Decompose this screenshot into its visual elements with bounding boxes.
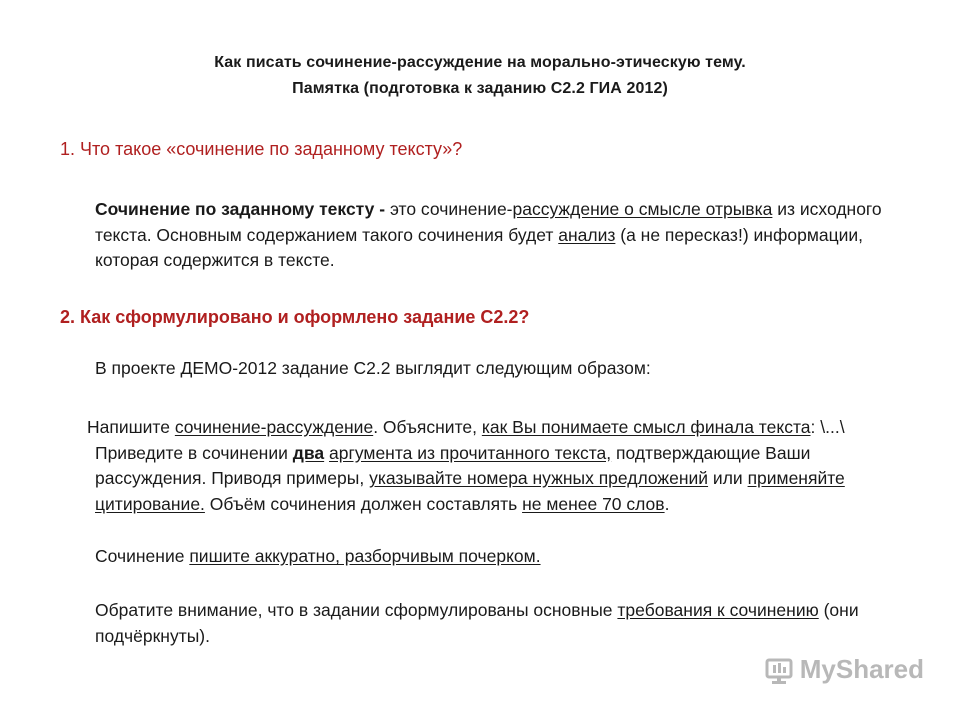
text-span: из исходного текста. Основным содержанием такого сочинения будет (95, 199, 882, 245)
text-span: . Объясните, (373, 417, 482, 437)
text-span: Сочинение (95, 546, 190, 566)
underlined-phrase: сочинение-рассуждение (174, 417, 374, 437)
presentation-board-icon (764, 655, 794, 685)
text-span: Напишите (87, 417, 175, 437)
task-text (87, 415, 885, 517)
underlined-phrase: аргумента из прочитанного текста, (329, 442, 612, 463)
text-span: . (664, 493, 670, 514)
section-2-heading: 2. Как сформулировано и оформлено задание С2.2? (60, 307, 530, 327)
underlined-phrase: рассуждение о смысле отрывка (512, 199, 773, 219)
text-span: это сочинение- (385, 199, 513, 219)
slide-title: Как писать сочинение-рассуждение на морально-этическую тему. (214, 54, 746, 71)
underlined-phrase: требования к сочинению (617, 600, 819, 620)
text-span: подтверждающие Ваши рассуждения. Приводя примеры, (95, 442, 811, 488)
term-bold: Сочинение по заданному тексту - (95, 199, 386, 219)
section-2-intro: В проекте ДЕМО-2012 задание С2.2 выглядит следующим образом: (95, 358, 651, 378)
section-1-paragraph (95, 197, 895, 274)
text-span: Обратите внимание, что в задании сформулированы основные (95, 600, 618, 620)
underlined-phrase: как Вы понимаете смысл финала текста (481, 417, 811, 437)
watermark-text: MyShared (799, 654, 924, 684)
section-1-heading: 1. Что такое «сочинение по заданному тексту»? (60, 139, 463, 159)
slide-subtitle: Памятка (подготовка к заданию С2.2 ГИА 2012) (292, 80, 668, 97)
underlined-phrase: пишите аккуратно, разборчивым почерком. (189, 546, 541, 566)
underlined-phrase: применяйте цитирование. (95, 468, 845, 514)
underlined-phrase: два (292, 442, 325, 463)
underlined-phrase: указывайте номера нужных предложений (369, 468, 709, 488)
text-span: или (708, 468, 748, 488)
underlined-phrase: анализ (558, 224, 616, 245)
watermark (764, 654, 924, 685)
text-span: (они подчёркнуты). (95, 600, 859, 646)
underlined-phrase: не менее 70 слов (522, 493, 665, 514)
neatness-line (95, 544, 895, 570)
text-span: (а не пересказ!) информации, которая содержится в тексте. (95, 224, 864, 270)
text-span: : \...\ Приведите в сочинении (95, 417, 845, 463)
note-paragraph (95, 598, 895, 649)
text-span: Объём сочинения должен составлять (204, 493, 523, 514)
